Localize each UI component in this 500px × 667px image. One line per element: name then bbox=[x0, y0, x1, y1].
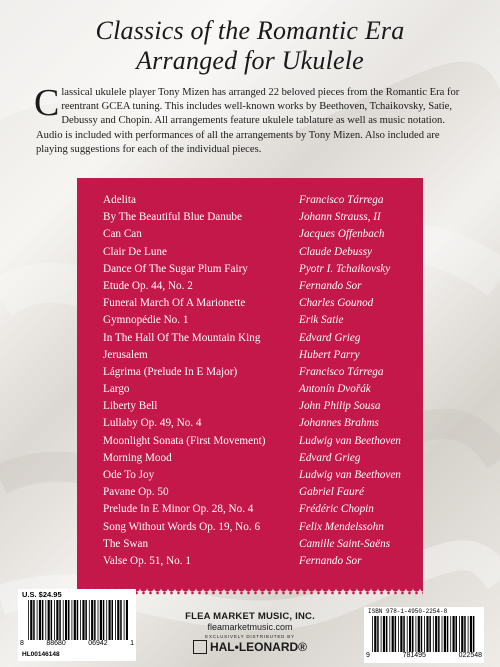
piece-title: Ode To Joy bbox=[103, 469, 155, 481]
piece-title: Clair De Lune bbox=[103, 245, 167, 258]
composer-name: Fernando Sor bbox=[299, 279, 362, 292]
composer-name: John Philip Sousa bbox=[299, 400, 381, 413]
contents-row bbox=[103, 261, 413, 278]
composer-name: Charles Gounod bbox=[299, 297, 374, 310]
composer-name: Camille Saint-Saëns bbox=[299, 537, 391, 550]
composer-name: Felix Mendelssohn bbox=[299, 520, 384, 533]
contents-row bbox=[103, 347, 413, 364]
publisher-name: FLEA MARKET MUSIC, INC. bbox=[185, 611, 315, 622]
contents-row bbox=[103, 484, 413, 501]
composer-name: Ludwig van Beethoven bbox=[299, 469, 401, 481]
piece-title: By The Beautiful Blue Danube bbox=[103, 211, 242, 224]
contents-row bbox=[103, 295, 413, 312]
isbn-digits bbox=[366, 652, 482, 659]
contents-row bbox=[103, 519, 413, 536]
composer-name: Ludwig van Beethoven bbox=[299, 434, 401, 447]
price-barcode bbox=[18, 589, 136, 661]
composer-name: Edvard Grieg bbox=[299, 331, 361, 344]
composer-name: Antonín Dvořák bbox=[299, 383, 371, 396]
contents-row bbox=[103, 450, 413, 467]
hal-leonard-mark-icon bbox=[193, 640, 207, 654]
isbn-label: ISBN 978-1-4950-2254-8 bbox=[368, 608, 448, 615]
composer-name: Fernando Sor bbox=[299, 554, 362, 567]
composer-name: Francisco Tárrega bbox=[299, 365, 384, 378]
isbn-digit-group: 781495 bbox=[402, 652, 426, 659]
contents-row bbox=[103, 536, 413, 553]
intro-text: lassical ukulele player Tony Mizen has arranged 22 beloved pieces from the Romantic Era for reentrant GCEA tuning. This includes well-known works by Beethoven, Tchaikovsky, Satie, Debussy and Chopin. All arrangements feature ukulele tablature as well as music notation. Audio is included with performances of all the arrangements by Tony Mizen. Also included are playing suggestions for each of the individual pieces. bbox=[36, 87, 460, 155]
composer-name: Hubert Parry bbox=[299, 348, 360, 361]
piece-title: Morning Mood bbox=[103, 451, 172, 464]
contents-row bbox=[103, 364, 413, 381]
piece-title: Song Without Words Op. 19, No. 6 bbox=[103, 520, 261, 533]
contents-row bbox=[103, 501, 413, 518]
contents-row bbox=[103, 433, 413, 450]
contents-row bbox=[103, 244, 413, 261]
distributed-by-label: EXCLUSIVELY DISTRIBUTED BY bbox=[205, 634, 295, 639]
piece-title: Etude Op. 44, No. 2 bbox=[103, 279, 193, 292]
upc-digits bbox=[20, 640, 134, 647]
distributor-name: HAL•LEONARD® bbox=[209, 640, 308, 654]
piece-title: Can Can bbox=[103, 228, 142, 241]
contents-row bbox=[103, 553, 413, 570]
composer-name: Johann Strauss, II bbox=[299, 211, 381, 224]
piece-title: Prelude In E Minor Op. 28, No. 4 bbox=[103, 503, 254, 516]
item-number: HL00146148 bbox=[22, 651, 60, 658]
contents-row bbox=[103, 398, 413, 415]
piece-title: Pavane Op. 50 bbox=[103, 486, 169, 499]
hal-leonard-logo bbox=[193, 640, 307, 654]
composer-name: Jacques Offenbach bbox=[299, 228, 385, 241]
piece-title: Lágrima (Prelude In E Major) bbox=[103, 365, 238, 378]
contents-row bbox=[103, 381, 413, 398]
piece-title: Largo bbox=[103, 383, 130, 396]
composer-name: Pyotr I. Tchaikovsky bbox=[299, 262, 391, 275]
contents-row bbox=[103, 226, 413, 243]
contents-row bbox=[103, 415, 413, 432]
piece-title: Gymnopédie No. 1 bbox=[103, 314, 189, 327]
upc-digit-group: 06942 bbox=[88, 640, 108, 647]
title-line-2: Arranged for Ukulele bbox=[136, 46, 364, 75]
composer-name: Erik Satie bbox=[299, 314, 344, 327]
piece-title: Lullaby Op. 49, No. 4 bbox=[103, 417, 202, 430]
contents-row bbox=[103, 192, 413, 209]
contents-row bbox=[103, 278, 413, 295]
isbn-barcode bbox=[364, 607, 484, 663]
upc-barcode-bars bbox=[28, 600, 128, 640]
publisher-block bbox=[160, 611, 340, 659]
piece-title: Jerusalem bbox=[103, 348, 148, 361]
isbn-digit-group: 9 bbox=[366, 652, 370, 659]
piece-title: Moonlight Sonata (First Movement) bbox=[103, 434, 266, 447]
composer-name: Frédéric Chopin bbox=[299, 503, 374, 516]
contents-row bbox=[103, 209, 413, 226]
piece-title: Adelita bbox=[103, 194, 136, 206]
piece-title: In The Hall Of The Mountain King bbox=[103, 331, 261, 344]
contents-row bbox=[103, 467, 413, 484]
piece-title: The Swan bbox=[103, 537, 149, 550]
composer-name: Johannes Brahms bbox=[299, 417, 379, 430]
isbn-barcode-bars bbox=[372, 616, 476, 652]
contents-list bbox=[103, 192, 413, 570]
piece-title: Dance Of The Sugar Plum Fairy bbox=[103, 262, 248, 275]
upc-digit-group: 1 bbox=[130, 640, 134, 647]
piece-title: Liberty Bell bbox=[103, 400, 158, 413]
piece-title: Valse Op. 51, No. 1 bbox=[103, 554, 191, 567]
composer-name: Edvard Grieg bbox=[299, 451, 361, 464]
publisher-url: fleamarketmusic.com bbox=[207, 622, 293, 632]
contents-row bbox=[103, 312, 413, 329]
drop-cap: C bbox=[34, 82, 60, 124]
contents-panel bbox=[77, 178, 423, 588]
contents-row bbox=[103, 330, 413, 347]
upc-digit-group: 8 bbox=[20, 640, 24, 647]
composer-name: Claude Debussy bbox=[299, 245, 373, 258]
upc-digit-group: 88680 bbox=[46, 640, 66, 647]
piece-title: Funeral March Of A Marionette bbox=[103, 297, 246, 310]
title-line-1: Classics of the Romantic Era bbox=[95, 16, 405, 45]
composer-name: Gabriel Fauré bbox=[299, 486, 364, 499]
composer-name: Francisco Tárrega bbox=[299, 194, 384, 206]
isbn-digit-group: 022548 bbox=[458, 652, 482, 659]
price-label: U.S. $24.95 bbox=[22, 590, 62, 599]
intro-paragraph bbox=[34, 82, 468, 157]
